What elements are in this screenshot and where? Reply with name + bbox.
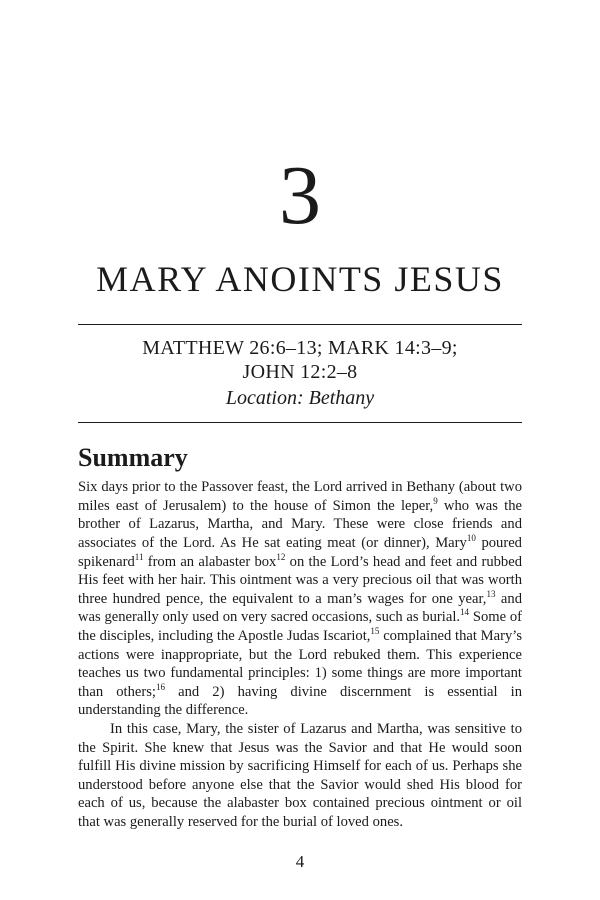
footnote-ref: 14	[460, 607, 470, 618]
summary-heading: Summary	[78, 442, 188, 472]
chapter-number: 3	[279, 149, 321, 242]
summary-paragraph-1: Six days prior to the Passover feast, the Lord arrived in Bethany (about two miles east of Jerusalem) to the house of Simon the leper,$^9$ who was the brother of Lazarus, Martha, and Mary. These were close friends and associates of the Lord. As He sat eating meat (or dinner), Mary$^{10}$ poured spikenard$^{11}$ from an alabaster box$^{12}$ on the Lord’s head and feet and rubbed His feet with her hair. This ointment was a very precious oil that was worth three hundred pence, the equivalent to a man’s wages for one year,$^{13}$ and was generally only used on very sacred occasions, such as burial.$^{14}$ Some of the disciples, including the Apostle Judas Iscariot,$^{15}$ complained that Mary’s actions were inappropriate, but the Lord rebuked them. This experience teaches us two fundamental principles: 1) some things are more important than others;$^{16}$ and 2) having divine discernment is essential in understanding the difference.	[78, 479, 523, 719]
summary-paragraph-2: In this case, Mary, the sister of Lazarus and Martha, was sensitive to the Spirit. She knew that Jesus was the Savior and that He would soon fulfill His divine mission by sacrificing Himself for each of us. Perhaps she understood before anyone else that the Savior would shed His blood for each of us, because the alabaster box contained precious ointment or oil that was generally reserved for the burial of loved ones.	[78, 720, 522, 830]
footnote-ref: 16	[155, 681, 166, 692]
scripture-reference-line-1: MATTHEW 26:6–13; MARK 14:3–9;	[142, 336, 458, 359]
footnote-ref: 11	[134, 551, 144, 562]
scripture-reference-block	[78, 324, 522, 423]
page-number: 4	[295, 852, 305, 871]
footnote-ref: 13	[486, 588, 496, 599]
footnote-ref: 10	[466, 533, 476, 544]
chapter-title: MARY ANOINTS JESUS	[96, 259, 504, 299]
scripture-location: Location: Bethany	[225, 386, 375, 409]
scripture-reference-line-2: JOHN 12:2–8	[242, 360, 358, 383]
footnote-ref: 9	[433, 495, 438, 506]
footnote-ref: 12	[276, 551, 286, 562]
footnote-ref: 15	[370, 626, 380, 637]
